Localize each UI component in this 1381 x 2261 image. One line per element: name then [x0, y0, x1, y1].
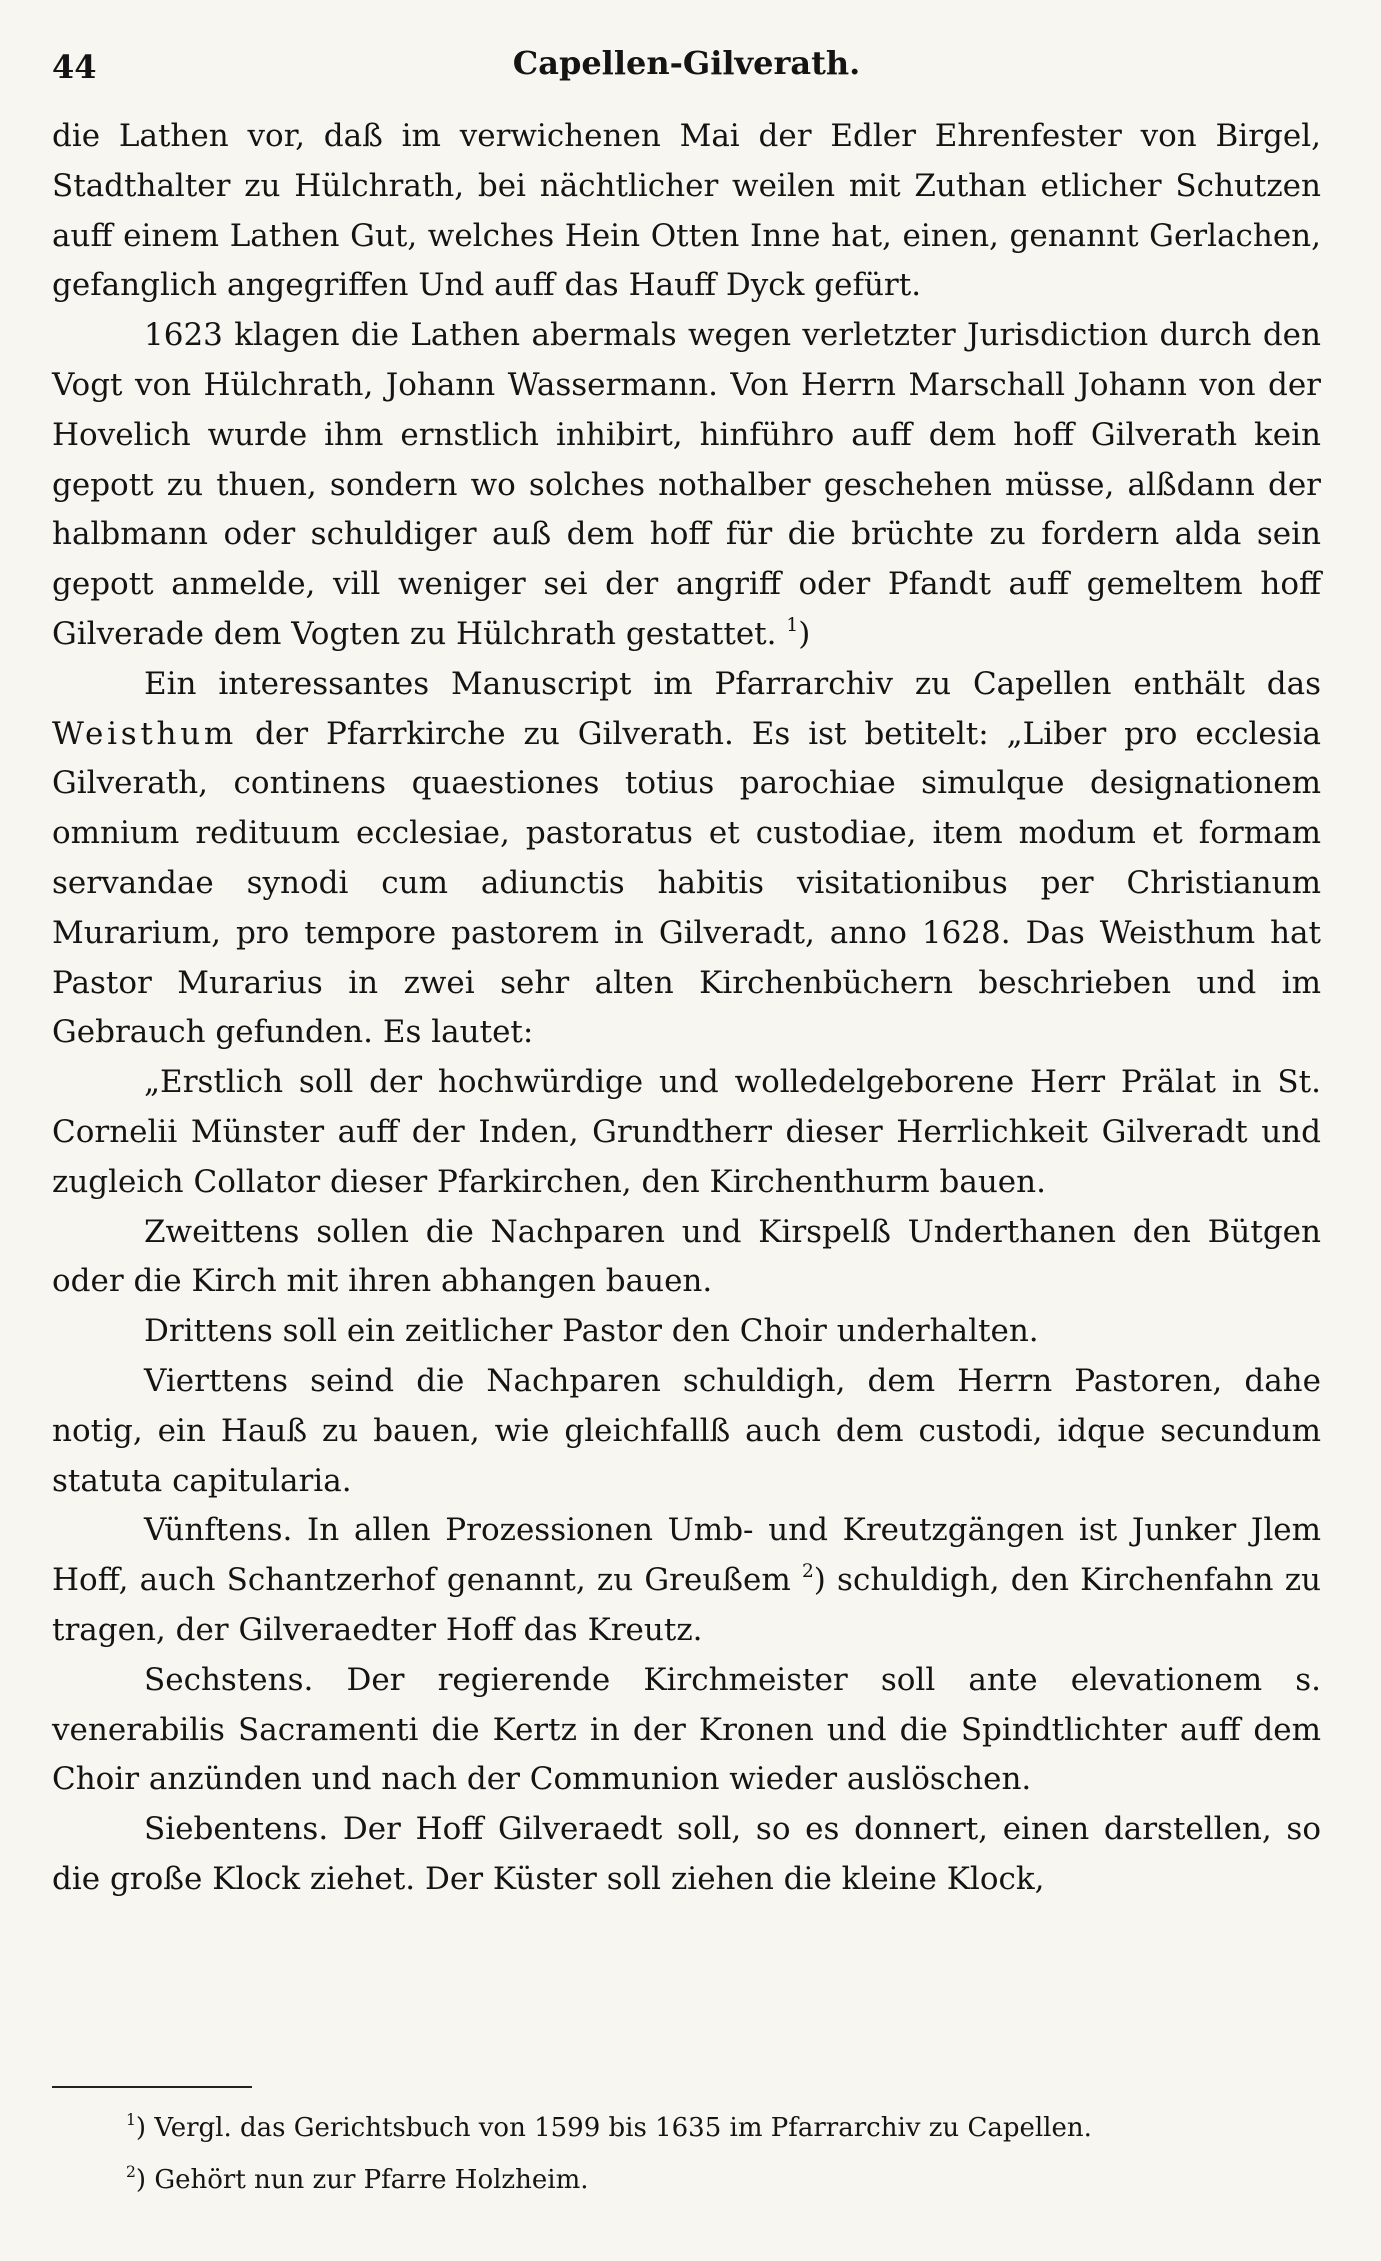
- footnote-1-text: ) Vergl. das Gerichtsbuch von 1599 bis 1635 im Pfarrarchiv zu Capellen.: [135, 2113, 1092, 2143]
- paragraph-8: [52, 1506, 1321, 1655]
- running-title: Capellen-Gilverath.: [512, 44, 861, 82]
- paragraph-3-a: Ein interessantes Manuscript im Pfarrarchiv zu Capellen enthält das: [144, 665, 1321, 702]
- footnote-ref-2: 2: [801, 1561, 814, 1583]
- page-number: 44: [52, 48, 97, 86]
- footnote-ref-1: 1: [786, 614, 799, 636]
- paragraph-5: Zweittens sollen die Nachparen und Kirspelß Underthanen den Bütgen oder die Kirch mit ihren abhangen bauen.: [52, 1213, 1321, 1300]
- body-text: [52, 112, 1321, 1905]
- paragraph-3: [52, 660, 1321, 1058]
- paragraph-9: Sechstens. Der regierende Kirchmeister soll ante elevationem s. venerabilis Sacramenti die Kertz in der Kronen und die Spindtlichter auff dem Choir anzünden und nach der Communion wieder auslöschen.: [52, 1661, 1321, 1798]
- footnote-rule: [52, 2086, 252, 2088]
- paragraph-2: [52, 311, 1321, 660]
- paragraph-2-tail: ): [798, 615, 811, 652]
- footnote-2-marker: 2: [126, 2163, 136, 2182]
- footnote-2-text: ) Gehört nun zur Pfarre Holzheim.: [135, 2165, 589, 2195]
- paragraph-2-text: 1623 klagen die Lathen abermals wegen verletzter Jurisdiction durch den Vogt von Hülchrath, Johann Wassermann. Von Herrn Marschall Johann von der Hovelich wurde ihm ernstlich inhibirt, hinführo auff dem hoff Gilverath kein gepott zu thuen, sondern wo solches nothalber geschehen müsse, alßdann der halbmann oder schuldiger auß dem hoff für die brüchte zu fordern alda sein gepott anmelde, vill weniger sei der angriff oder Pfandt auff gemeltem hoff Gilverade dem Vogten zu Hülchrath gestattet.: [52, 317, 1321, 652]
- footnote-2: [126, 2154, 1321, 2206]
- paragraph-8-a: Vünftens. In allen Prozessionen Umb- und Kreutzgängen ist Junker Jlem Hoff, auch Schantzerhof genannt, zu Greußem: [52, 1512, 1321, 1599]
- paragraph-1: die Lathen vor, daß im verwichenen Mai der Edler Ehrenfester von Birgel, Stadthalter zu Hülchrath, bei nächtlicher weilen mit Zuthan etlicher Schutzen auff einem Lathen Gut, welches Hein Otten Inne hat, einen, genannt Gerlachen, gefanglich angegriffen Und auff das Hauff Dyck gefürt.: [52, 118, 1321, 304]
- footnote-1: [126, 2102, 1321, 2154]
- paragraph-6: Drittens soll ein zeitlicher Pastor den Choir underhalten.: [144, 1313, 1039, 1350]
- paragraph-7: Vierttens seind die Nachparen schuldigh, dem Herrn Pastoren, dahe notig, ein Hauß zu bauen, wie gleichfallß auch dem custodi, idque secundum statuta capitularia.: [52, 1362, 1321, 1499]
- page-header: [52, 36, 1321, 96]
- paragraph-10: Siebentens. Der Hoff Gilveraedt soll, so es donnert, einen darstellen, so die große Klock ziehet. Der Küster soll ziehen die kleine Klock,: [52, 1811, 1321, 1897]
- weisthum-spaced: Weisthum: [52, 715, 238, 752]
- paragraph-3-b: der Pfarrkirche zu Gilverath. Es ist betitelt: „Liber pro ecclesia Gilverath, continens quaestiones totius parochiae simulque designationem omnium redituum ecclesiae, pastoratus et custodiae, item modum et formam servandae synodi cum adiunctis habitis visitationibus per Christianum Murarium, pro tempore pastorem in Gilveradt, anno 1628. Das Weisthum hat Pastor Murarius in zwei sehr alten Kirchenbüchern beschrieben und im Gebrauch gefunden. Es lautet:: [52, 715, 1321, 1051]
- paragraph-4: „Erstlich soll der hochwürdige und wolledelgeborene Herr Prälat in St. Cornelii Münster auff der Inden, Grundtherr dieser Herrlichkeit Gilveradt und zugleich Collator dieser Pfarkirchen, den Kirchenthurm bauen.: [52, 1064, 1321, 1200]
- footnotes: [126, 2102, 1321, 2206]
- paragraph-8-b: ) schuldigh, den Kirchenfahn zu tragen, der Gilveraedter Hoff das Kreutz.: [52, 1562, 1322, 1648]
- footnote-1-marker: 1: [126, 2111, 136, 2130]
